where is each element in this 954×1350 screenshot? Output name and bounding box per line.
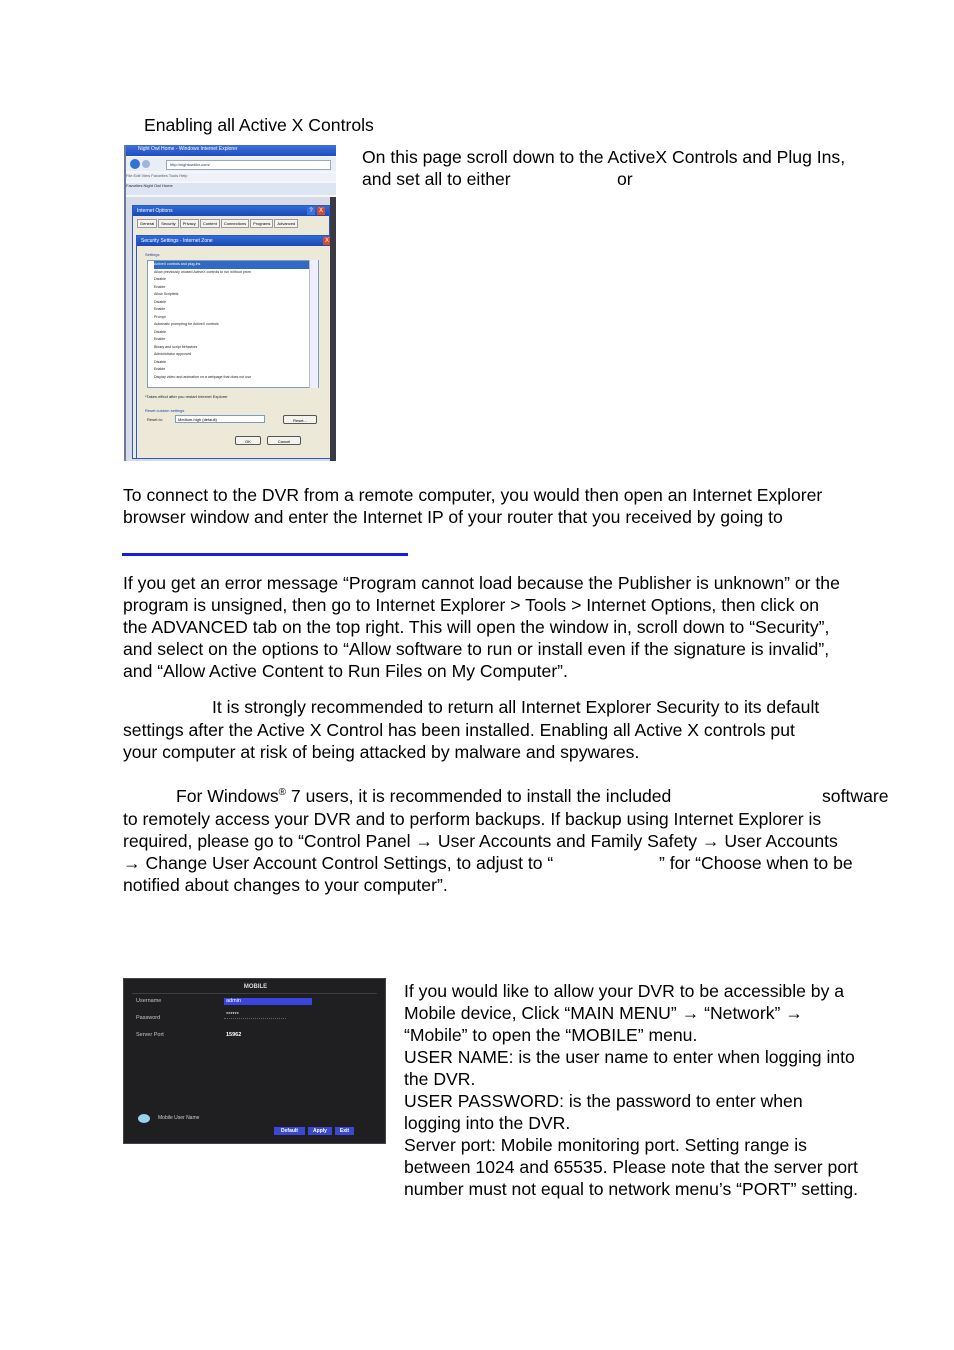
internet-options-title: Internet Options — [133, 206, 329, 216]
password-field: ****** — [224, 1012, 286, 1019]
text-line: required, please go to “Control Panel → User Accounts and Family Safety → User Accounts — [123, 831, 838, 851]
tab-privacy: Privacy — [180, 219, 199, 228]
text-line: USER PASSWORD: is the password to enter when — [404, 1091, 803, 1111]
text-line: to remotely access your DVR and to perform backups. If backup using Internet Explorer is — [123, 809, 822, 829]
list-item: Administrator approved — [154, 352, 192, 356]
text-line — [123, 852, 853, 874]
ie-window-title: Night Owl Home - Windows Internet Explorer — [138, 146, 238, 152]
close-icon: X — [318, 208, 323, 214]
list-item: Prompt — [154, 314, 166, 319]
security-line-1: It is strongly recommended to return all Internet Explorer Security to its default — [212, 697, 820, 717]
tab-content: Content — [200, 219, 220, 228]
security-settings-dialog — [136, 235, 336, 459]
text-line: the ADVANCED tab on the top right. This will open the window in, scroll down to “Security”, — [123, 617, 830, 637]
forward-arrow-icon — [142, 160, 150, 168]
dvr-mobile-menu-screenshot — [123, 978, 386, 1144]
section-heading: Enabling all Active X Controls — [144, 115, 374, 135]
connect-paragraph — [123, 484, 822, 528]
list-item: ActiveX controls and plug-ins — [154, 261, 318, 269]
text-line: USER NAME: is the user name to enter when logging into — [404, 1047, 855, 1067]
server-port-field: 15962 — [226, 1032, 242, 1038]
info-icon — [138, 1114, 150, 1123]
text-line: notified about changes to your computer”. — [123, 875, 448, 895]
text-span: → Change User Account Control Settings, to adjust to “ — [123, 853, 554, 873]
internet-explorer-screenshot — [124, 145, 336, 461]
text-line: and “Allow Active Content to Run Files on My Computer”. — [123, 661, 568, 681]
tab-security: Security — [158, 219, 178, 228]
list-item: Allow previously unused ActiveX controls to run without prom — [154, 269, 251, 274]
text-line: browser window and enter the Internet IP of your router that you received by going to — [123, 507, 783, 527]
activex-line-1: On this page scroll down to the ActiveX Controls and Plug Ins, — [362, 147, 846, 167]
list-item: Automatic prompting for ActiveX controls — [154, 322, 219, 326]
mobile-menu-title: MOBILE — [243, 984, 268, 990]
error-paragraph — [123, 572, 840, 682]
list-item: Disable — [154, 359, 166, 364]
text-line: Server port: Mobile monitoring port. Setting range is — [404, 1135, 807, 1155]
link-underline — [122, 553, 408, 556]
list-item: Binary and script behaviors — [154, 344, 198, 349]
back-arrow-icon — [130, 159, 140, 169]
text-span: ” for “Choose when to be — [659, 853, 853, 873]
text-line: settings after the Active X Control has been installed. Enabling all Active X controls put — [123, 720, 795, 740]
cancel-button: Cancel — [267, 436, 301, 445]
help-icon: ? — [307, 207, 315, 215]
activex-line-2a: and set all to either — [362, 169, 511, 189]
text-line: between 1024 and 65535. Please note that the server port — [404, 1157, 858, 1177]
footer-hint: Mobile User Name — [158, 1115, 200, 1121]
windows-line-1 — [176, 786, 671, 807]
text-span: For Windows — [176, 786, 279, 806]
tab-general: General — [137, 219, 157, 228]
default-button: Default — [274, 1127, 305, 1135]
list-item: Display video and animation on a webpage that does not use — [154, 374, 252, 379]
text-line: logging into the DVR. — [404, 1113, 571, 1133]
settings-label: Settings — [145, 252, 160, 257]
apply-button: Apply — [308, 1127, 332, 1135]
ie-menu-bar: File Edit View Favorites Tools Help — [126, 173, 336, 181]
text-span: 7 users, it is recommended to install the included — [286, 786, 672, 806]
text-line: your computer at risk of being attacked by malware and spywares. — [123, 742, 640, 762]
server-port-label: Server Port — [136, 1032, 164, 1038]
tab-advanced: Advanced — [274, 219, 298, 228]
text-line: If you would like to allow your DVR to be accessible by a — [404, 981, 845, 1001]
reset-button: Reset... — [283, 415, 317, 424]
username-label: Username — [136, 998, 162, 1004]
text-line: Mobile device, Click “MAIN MENU” → “Network” → — [404, 1003, 803, 1023]
text-line: the DVR. — [404, 1069, 476, 1089]
ie-titlebar — [126, 145, 336, 156]
username-field: admin — [224, 998, 312, 1005]
list-item: Enable — [154, 367, 166, 371]
security-settings-title: Security Settings - Internet Zone — [137, 236, 335, 246]
tab-programs: Programs — [250, 219, 273, 228]
list-item: Enable — [154, 284, 166, 289]
text-line: and select on the options to “Allow software to run or install even if the signature is invalid”, — [123, 639, 830, 659]
list-item: Enable — [154, 307, 166, 311]
close-icon: X — [324, 238, 329, 244]
tab-connections: Connections — [221, 219, 249, 228]
ok-button: OK — [235, 436, 261, 445]
mobile-paragraph — [404, 980, 858, 1200]
restart-note: *Takes effect after you restart Internet Explorer — [145, 394, 228, 399]
text-line: “Mobile” to open the “MOBILE” menu. — [404, 1025, 698, 1045]
text-line: number must not equal to network menu’s “PORT” setting. — [404, 1179, 859, 1199]
settings-list — [147, 260, 319, 388]
internet-options-tabs — [137, 219, 323, 229]
window-edge — [330, 197, 336, 461]
password-label: Password — [136, 1015, 161, 1021]
windows-paragraph — [123, 808, 853, 896]
list-item: Disable — [154, 277, 166, 281]
security-paragraph — [123, 719, 795, 763]
settings-scrollbar — [309, 260, 318, 388]
ie-url-field: http://nightowldvr.com/ — [166, 160, 331, 170]
text-line: program is unsigned, then go to Internet Explorer > Tools > Internet Options, then click on — [123, 595, 820, 615]
list-item: Disable — [154, 299, 166, 304]
divider — [132, 993, 377, 994]
ie-favorites-bar: Favorites Night Owl Home — [126, 183, 336, 195]
text-line: To connect to the DVR from a remote computer, you would then open an Internet Explorer — [123, 485, 823, 505]
windows-line-1c: software — [822, 786, 889, 806]
list-item: Disable — [154, 329, 166, 334]
list-item: Enable — [154, 337, 166, 341]
registered-mark: ® — [278, 787, 287, 799]
exit-button: Exit — [335, 1127, 354, 1135]
list-item: Allow Scriptlets — [154, 292, 179, 296]
text-line: If you get an error message “Program cannot load because the Publisher is unknown” or the — [123, 573, 840, 593]
activex-line-2b: or — [617, 169, 633, 189]
reset-to-label: Reset to: — [147, 417, 164, 422]
reset-level-dropdown: Medium-high (default) — [175, 415, 265, 423]
reset-custom-label: Reset custom settings — [145, 408, 185, 413]
